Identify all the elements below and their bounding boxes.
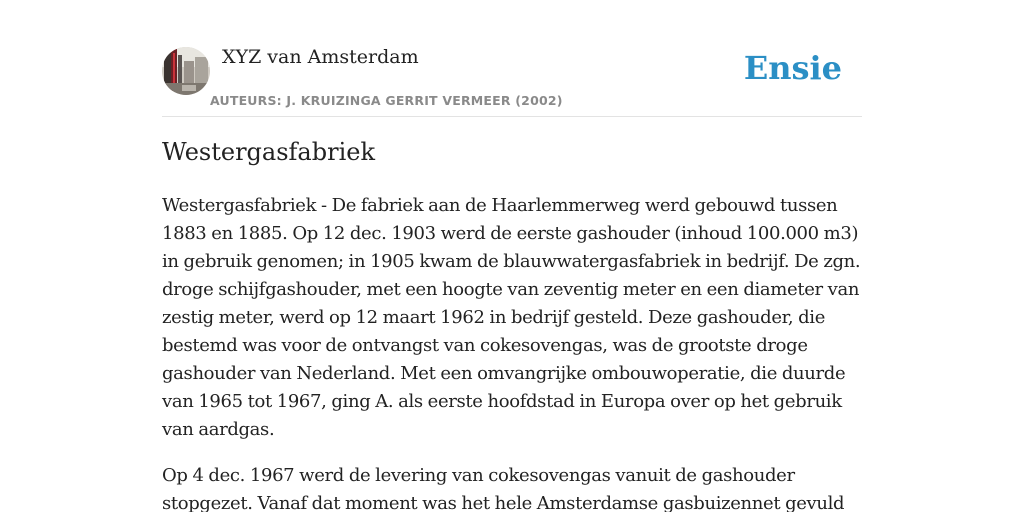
book-cover-image bbox=[162, 47, 210, 95]
ensie-logo[interactable]: Ensie bbox=[743, 49, 842, 87]
article-title: Westergasfabriek bbox=[162, 138, 375, 166]
header bbox=[162, 44, 862, 117]
book-cover-avatar[interactable] bbox=[162, 47, 210, 95]
book-title[interactable]: XYZ van Amsterdam bbox=[222, 46, 419, 68]
article-paragraph: Op 4 dec. 1967 werd de levering van cokesovengas vanuit de gashouder stopgezet. Vanaf dat moment was het hele Amsterdamse gasbuizennet gevuld bbox=[162, 465, 845, 512]
authors-line: AUTEURS: J. KRUIZINGA GERRIT VERMEER (2002) bbox=[210, 93, 563, 108]
article-body bbox=[162, 192, 862, 512]
article-paragraph: Westergasfabriek - De fabriek aan de Haarlemmerweg werd gebouwd tussen 1883 en 1885. Op 12 dec. 1903 werd de eerste gashouder (inhoud 100.000 m3) in gebruik genomen; in 1905 kwam de blauwwatergasfabriek in bedrijf. De zgn. droge schijfgashouder, met een hoogte van zeventig meter en een diameter van zestig meter, werd op 12 maart 1962 in bedrijf gesteld. Deze gashouder, die bestemd was voor de ontvangst van cokesovengas, was de grootste droge gashouder van Nederland. Met een omvangrijke ombouwoperatie, die duurde van 1965 tot 1967, ging A. als eerste hoofdstad in Europa over op het gebruik van aardgas. bbox=[162, 195, 861, 440]
